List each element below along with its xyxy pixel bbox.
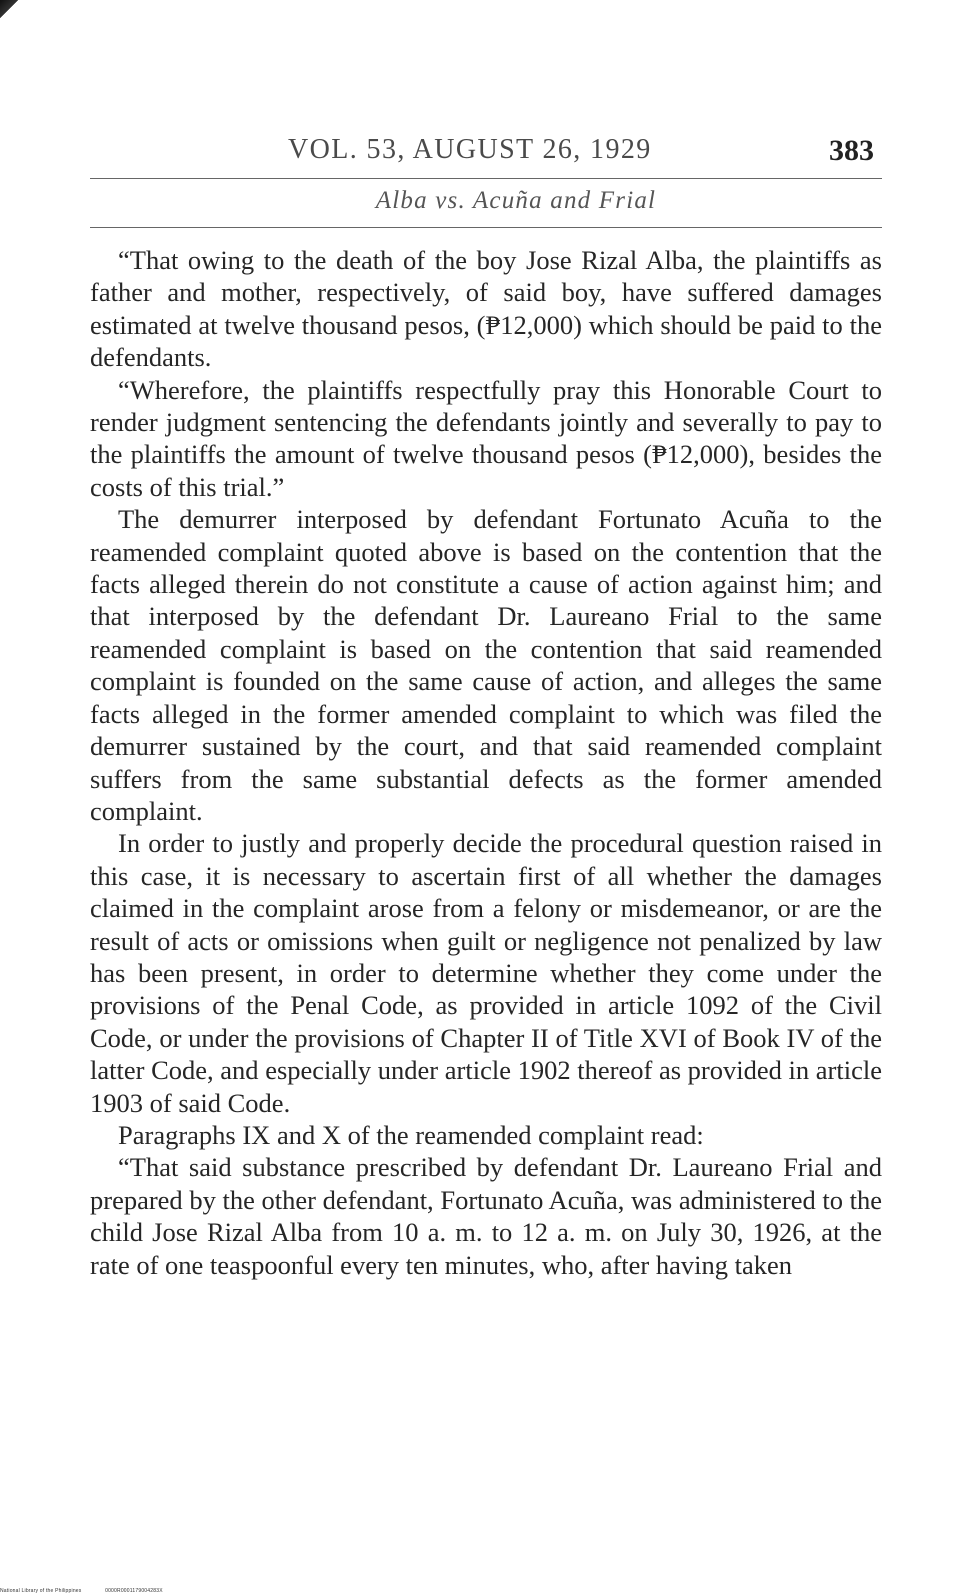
paragraph-quoted-complaint: “That said substance prescribed by defendant Dr. Laureano Frial and prepared by the other defendant, Fortunato Acuña, was administered to the child Jose Rizal Alba from 10 a. m. to 12 a. m. on July 30, 1926, at the rate of one teaspoonful every ten minutes, who, after having taken: [90, 1152, 882, 1280]
footer-library: National Library of the Philippines: [0, 1588, 82, 1594]
paragraph-procedural-question: In order to justly and properly decide the procedural question raised in this case, it is necessary to ascertain first of all whether the damages claimed in the complaint arose from a felony or misdemeanor, or are the result of acts or omissions when guilt or negligence not penalized by law has been present, in order to determine whether they come under the provisions of the Penal Code, as provided in article 1092 of the Civil Code, or under the provisions of Chapter II of Title XVI of Book IV of the latter Code, and especially under article 1902 thereof as provided in article 1903 of said Code.: [90, 828, 882, 1118]
scan-corner-mark: [0, 0, 22, 18]
document-page: [90, 128, 882, 1281]
paragraph-prayer: “Wherefore, the plaintiffs respectfully pray this Honorable Court to render judgment sentencing the defendants jointly and severally to pay to the plaintiffs the amount of twelve thousand pesos (₱12,000), besides the costs of this trial.”: [90, 374, 882, 502]
header-rule-top: [90, 178, 882, 179]
footer-record-id: 0000R0001179004283X: [105, 1588, 163, 1594]
case-title: Alba vs. Acuña and Frial: [375, 187, 657, 214]
header-rule-bottom: [90, 227, 882, 228]
paragraph-damages-claim: “That owing to the death of the boy Jose Rizal Alba, the plaintiffs as father and mother, respectively, of said boy, have suffered damages estimated at twelve thousand pesos, (₱12,000) which should be paid to the defendants.: [90, 245, 882, 373]
page-header: [90, 128, 882, 172]
paragraph-complaint-intro: Paragraphs IX and X of the reamended complaint read:: [118, 1119, 704, 1150]
paragraph-demurrer: The demurrer interposed by defendant Fortunato Acuña to the reamended complaint quoted above is based on the contention that the facts alleged therein do not constitute a cause of action against him; and that interposed by the defendant Dr. Laureano Frial to the same reamended complaint is based on the contention that said reamended complaint is founded on the same cause of action, and alleges the same facts alleged in the former amended complaint to which was filed the demurrer sustained by the court, and that said reamended complaint suffers from the same substantial defects as the former amended complaint.: [90, 504, 882, 826]
running-head: VOL. 53, AUGUST 26, 1929: [288, 134, 652, 165]
scan-footer: [0, 1588, 185, 1594]
page-number: 383: [829, 134, 874, 167]
body-text: [90, 244, 882, 1281]
